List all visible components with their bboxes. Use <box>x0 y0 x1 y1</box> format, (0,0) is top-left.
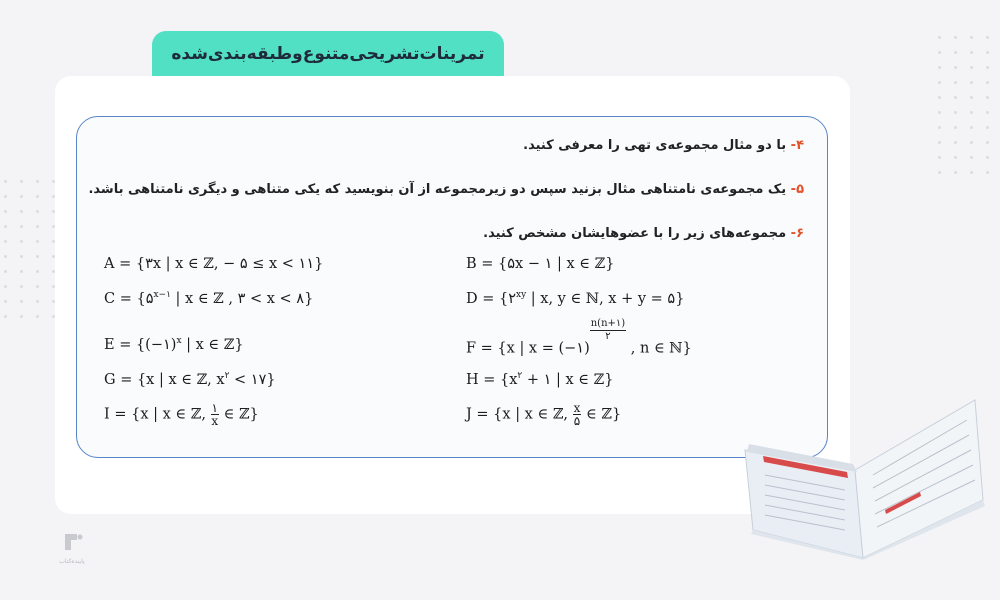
set-b-lhs: B = { <box>466 256 508 272</box>
set-a <box>104 256 323 272</box>
question-text: مجموعه‌های زیر را با عضوهایشان مشخص کنید. <box>483 226 787 241</box>
set-e-lhs: E = {(−۱) <box>104 336 177 353</box>
fraction-denominator: x <box>211 414 219 428</box>
set-h-lhs: H = {x <box>466 371 518 388</box>
question-number: ۴- <box>790 138 804 153</box>
question-4 <box>523 138 804 153</box>
fraction-numerator: x <box>573 401 581 415</box>
set-i <box>104 402 259 427</box>
brand-logo-icon <box>59 530 85 554</box>
set-d-body: | x, y ∈ ℕ, x + y = ۵} <box>526 290 685 307</box>
set-g-body: < ۱۷} <box>229 371 276 388</box>
set-h-body: + ۱ | x ∈ ℤ} <box>522 371 614 388</box>
brand-logo <box>52 530 92 565</box>
set-f <box>466 318 692 361</box>
set-f-lhs: F = {x | x = (−۱) <box>466 340 590 357</box>
brand-caption: پاینده‌کتاب <box>59 558 85 565</box>
set-g-lhs: G = {x | x ∈ ℤ, x <box>104 371 225 388</box>
set-a-lhs: A = { <box>104 256 146 272</box>
fraction-numerator: n(n+۱) <box>590 318 626 329</box>
set-g-exponent: ۲ <box>224 371 230 381</box>
question-number: ۶- <box>790 226 804 241</box>
set-d-lhs: D = {۲ <box>466 290 517 307</box>
set-f-body: , n ∈ ℕ} <box>626 340 692 357</box>
dot-grid-decoration-left <box>4 180 56 318</box>
set-d <box>466 290 684 307</box>
set-a-body: ۳x | x ∈ ℤ, − ۵ ≤ x < ۱۱} <box>145 256 324 272</box>
set-j <box>466 402 621 427</box>
question-6 <box>483 226 804 241</box>
question-number: ۵- <box>790 182 804 197</box>
question-5 <box>88 182 804 197</box>
set-e-exponent: x <box>176 336 182 346</box>
set-h <box>466 371 613 388</box>
set-i-body: ∈ ℤ} <box>219 406 259 423</box>
fraction-denominator: ۵ <box>573 414 581 428</box>
section-title-tab <box>152 31 504 77</box>
set-g <box>104 371 276 388</box>
open-book-illustration <box>735 380 985 560</box>
set-e <box>104 336 244 353</box>
set-j-lhs: J = {x | x ∈ ℤ, <box>466 406 573 423</box>
fraction-denominator: ۲ <box>605 331 611 342</box>
set-f-exponent-fraction <box>590 318 626 343</box>
set-j-body: ∈ ℤ} <box>581 406 622 423</box>
set-c-exponent: x−۱ <box>153 290 171 300</box>
set-i-fraction <box>211 402 219 427</box>
set-c <box>104 290 313 307</box>
set-b <box>466 256 614 272</box>
set-h-exponent: ۲ <box>517 371 523 381</box>
fraction-numerator: ۱ <box>211 401 218 415</box>
dot-grid-decoration-right <box>938 36 990 174</box>
set-d-exponent: xy <box>516 290 527 300</box>
question-text: یک مجموعه‌ی نامتناهی مثال بزنید سپس دو زیرمجموعه از آن بنویسید که یکی متناهی و دیگری نامتناهی باشد. <box>88 182 787 197</box>
set-b-body: ۵x − ۱ | x ∈ ℤ} <box>507 256 615 272</box>
set-i-lhs: I = {x | x ∈ ℤ, <box>104 406 211 423</box>
set-c-lhs: C = {۵ <box>104 290 154 307</box>
question-text: با دو مثال مجموعه‌ی تهی را معرفی کنید. <box>523 138 787 153</box>
set-c-body: | x ∈ ℤ , ۳ < x < ۸} <box>170 290 314 307</box>
section-title: تمرینات‌تشریحی‌متنوع‌وطبقه‌بندی‌شده <box>171 44 485 64</box>
set-e-body: | x ∈ ℤ} <box>181 336 244 353</box>
